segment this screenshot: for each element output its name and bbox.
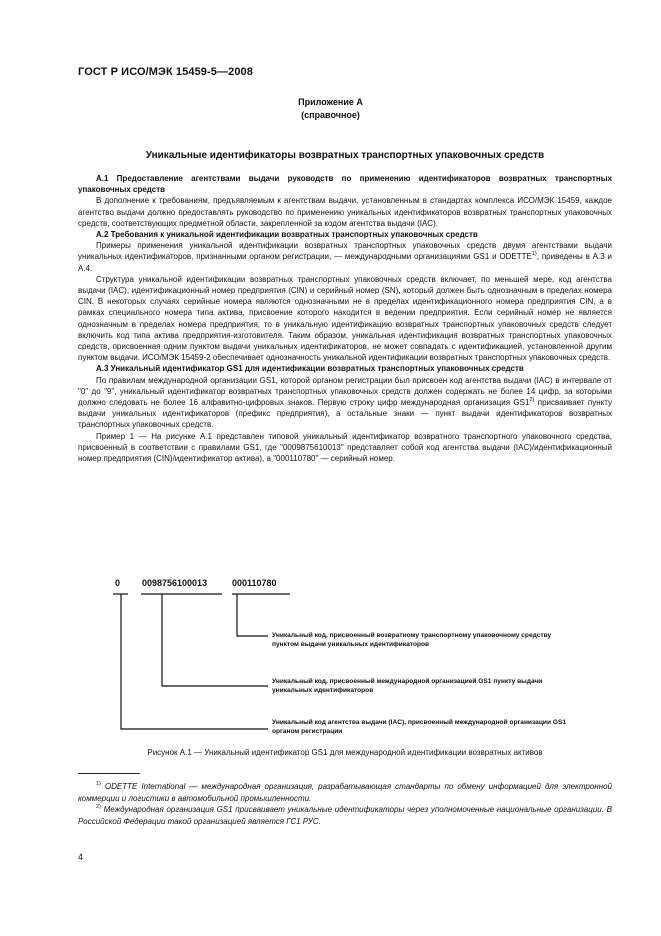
example-1: Пример 1 — На рисунке А.1 представлен типовой уникальный идентификатор возвратного транспортного упаковочного средства, присвоенный в соответствии с правилами GS1, где "0009875610013" представляет собой код агентства выдачи (IAC)/идентификационный номер предприятия (CIN)/идентификатор актива), а "000110780" — серийный номер. [78, 431, 612, 464]
document-header: ГОСТ Р ИСО/МЭК 15459-5—2008 [78, 66, 253, 78]
identifier-part-iac: 0 [115, 578, 121, 588]
section-a1-paragraph: В дополнение к требованиям, предъявляемым к агентствам выдачи, установленным в стандартах комплекса ИСО/МЭК 15459, каждое агентство выдачи должно предоставлять руководство по применению уникальных идентификаторов возвратных транспортных упаковочных средств, соответствующих предметной области, закрепленной за кодом агентства выдачи (IAC). [78, 196, 612, 228]
section-a1-heading: А.1 Предоставление агентствами выдачи руководств по применению идентификаторов возвратных транспортных упаковочных средств [78, 174, 612, 195]
section-a3-heading: А.3 Уникальный идентификатор GS1 для идентификации возвратных транспортных упаковочных средств [96, 364, 524, 374]
figure-caption: Рисунок А.1 — Уникальный идентификатор GS1 для международной идентификации возвратных активов [147, 748, 543, 757]
label-serial-number: Уникальный код, присвоенный возвратному транспортному упаковочному средству пунктом выдачи уникальных идентификаторов [272, 632, 552, 648]
annex-type: (справочное) [301, 110, 360, 120]
section-a2-paragraph-1: Примеры применения уникальной идентификации возвратных транспортных упаковочных средств двумя агентствами выдачи уникальных идентификаторов, признанными органом регистрации, — международными организациями GS1 и ODETTE$^{1)}$, приведены в А.3 и А.4. [78, 241, 612, 273]
footnotes [78, 781, 612, 827]
label-company-prefix: Уникальный код, присвоенный международной организацией GS1 пункту выдачи уникальных идентификаторов [272, 678, 543, 694]
page-number: 4 [78, 852, 84, 862]
footnote-ref-1: 1) [531, 251, 537, 258]
annex-title: Уникальные идентификаторы возвратных транспортных упаковочных средств [145, 150, 545, 161]
footnote-ref-2: 2) [529, 397, 535, 404]
section-a3-paragraph: По правилам международной организации GS1, которой органом регистрации был присвоен код агентства выдачи (IAC) в интервале от "0" до "9", уникальный идентификатор возвратных транспортных упаковочных средств должен содержать не более 14 цифр, за которыми должно следовать не более 16 алфавитно-цифровых знаков. Первую строку цифр международная организация GS1$^{2)}$ присваивает пункту выдачи уникальных идентификаторов (префикс предприятия), а остальные знаки — пункт выдачи идентификаторов возвратных транспортных упаковочных средств. [78, 375, 613, 430]
identifier-part-sn: 000110780 [232, 578, 277, 588]
footnote-divider [78, 773, 140, 774]
identifier-part-cin: 0098756100013 [142, 578, 208, 588]
section-a2-heading: А.2 Требования к уникальной идентификации возвратных транспортных упаковочных средств [96, 230, 478, 240]
section-a2-paragraph-2: Структура уникальной идентификации возвратных транспортных упаковочных средств включает, по меньшей мере, код агентства выдачи (IAC), идентификационный номер предприятия (CIN) и серийный номер (SN), который должен быть однозначным в пределах номера CIN. В некоторых случаях серийные номера являются однозначными не в пределах идентификационного номера предприятия CIN, а в рамках специального номера типа актива, присвоение которого находится в ведении предприятия. Если серийный номер не является однозначным в пределах номера предприятия, то в уникальную идентификацию возвратных транспортных упаковочных средств следует включить код типа актива предприятия-изготовителя. Таким образом, уникальная идентификация возвратных транспортных упаковочных средств, присвоенная одним пунктом выдачи уникальных идентификаторов, не может совпадать с идентификацией, установленной другим пунктом выдачи. ИСО/МЭК 15459-2 обеспечивает однозначность уникальной идентификации возвратных транспортных упаковочных средств. [78, 274, 612, 363]
annex-label: Приложение А [298, 97, 363, 107]
label-issuing-agency-code: Уникальный код агентства выдачи (IAC), присвоенный международной организации GS1 органом регистрации [272, 719, 567, 735]
footnote-1: $^{1)}$ ODETTE International — международная организация, разрабатывающая стандарты по обмену информацией для электронной коммерции и логистики в автомобильной промышленности. [78, 781, 612, 803]
footnote-2: $^{2)}$ Международная организация GS1 присваивает уникальные идентификаторы через уполномоченные национальные организации. В Российской Федерации такой организацией является ГС1 РУС. [78, 804, 612, 826]
